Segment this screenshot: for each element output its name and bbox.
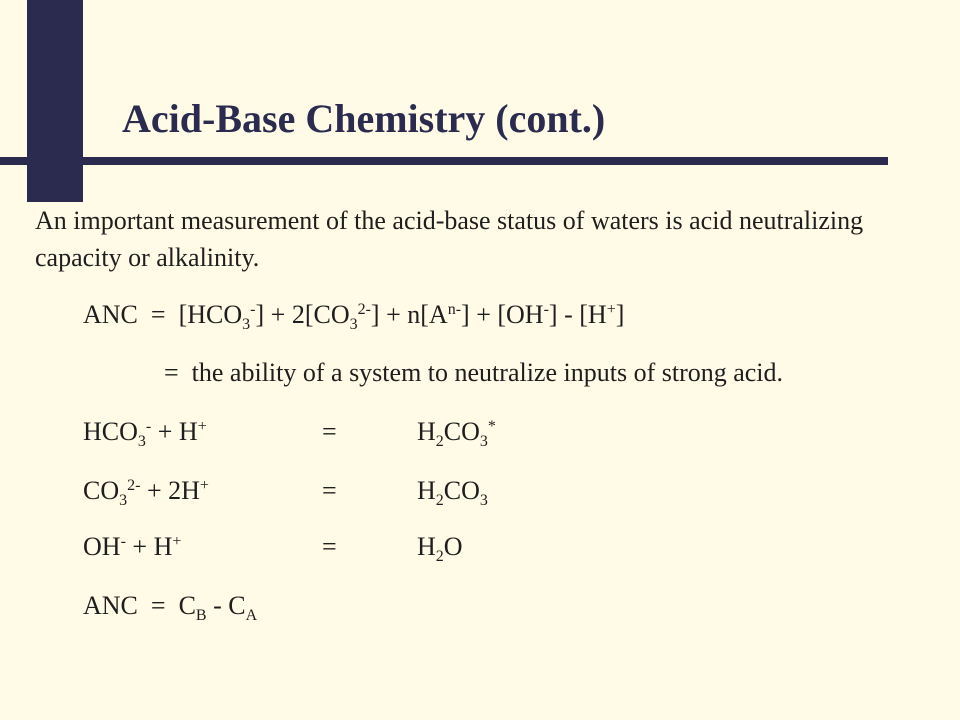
anc-plus-2: +: [386, 300, 401, 329]
anc-term-organic-anion: $n[A^{n-}]$: [407, 300, 470, 329]
anc-term-hydroxide: [OH-]: [497, 300, 558, 329]
anc-plus-1: +: [270, 300, 286, 329]
anc-term-bicarbonate: $[HCO_3^-]$: [178, 300, 265, 333]
anc-definition: [164, 358, 783, 388]
reaction-2-equals: =: [322, 476, 337, 505]
reaction-3-reactants: OH- + H+: [83, 532, 182, 561]
reaction-1-equals: =: [322, 417, 337, 446]
anc-equals: =: [150, 300, 166, 329]
anc-term-hydrogen: [H+]: [579, 300, 625, 329]
anc-term-carbonate: $2[CO_3^{2-}]$: [291, 300, 380, 333]
title-accent-vertical-bar: [27, 0, 83, 202]
slide-title: Acid-Base Chemistry (cont.): [122, 96, 606, 141]
anc-cbca-lhs: ANC: [83, 591, 138, 620]
definition-equals: =: [164, 358, 179, 387]
anc-equation: [83, 300, 625, 333]
title-underline-bar: [0, 157, 888, 165]
reaction-3-equals: =: [322, 532, 337, 561]
anc-minus: -: [564, 300, 573, 329]
reaction-3-products: $H_2O$: [417, 532, 463, 565]
anc-cb-ca-equation: [83, 591, 258, 624]
anc-cbca-minus: -: [213, 591, 222, 620]
reaction-2-products: $H_2CO_3$: [417, 476, 488, 509]
reaction-1-reactants: $HCO_3^- + H^+$: [83, 417, 207, 450]
acid-concentration: $C_A$: [228, 591, 258, 624]
anc-plus-3: +: [476, 300, 491, 329]
anc-cbca-equals: =: [150, 591, 166, 620]
reaction-2-reactants: $CO_3^{2-} + 2H^+$: [83, 476, 209, 509]
definition-text: the ability of a system to neutralize inputs of strong acid.: [191, 358, 784, 387]
intro-paragraph: An important measurement of the acid-base status of waters is acid neutralizing capacity or alkalinity.: [35, 206, 864, 272]
anc-lhs: ANC: [83, 300, 138, 329]
base-concentration: $C_B$: [178, 591, 207, 624]
reaction-1-products: $H_2CO_3^*$: [417, 417, 496, 450]
